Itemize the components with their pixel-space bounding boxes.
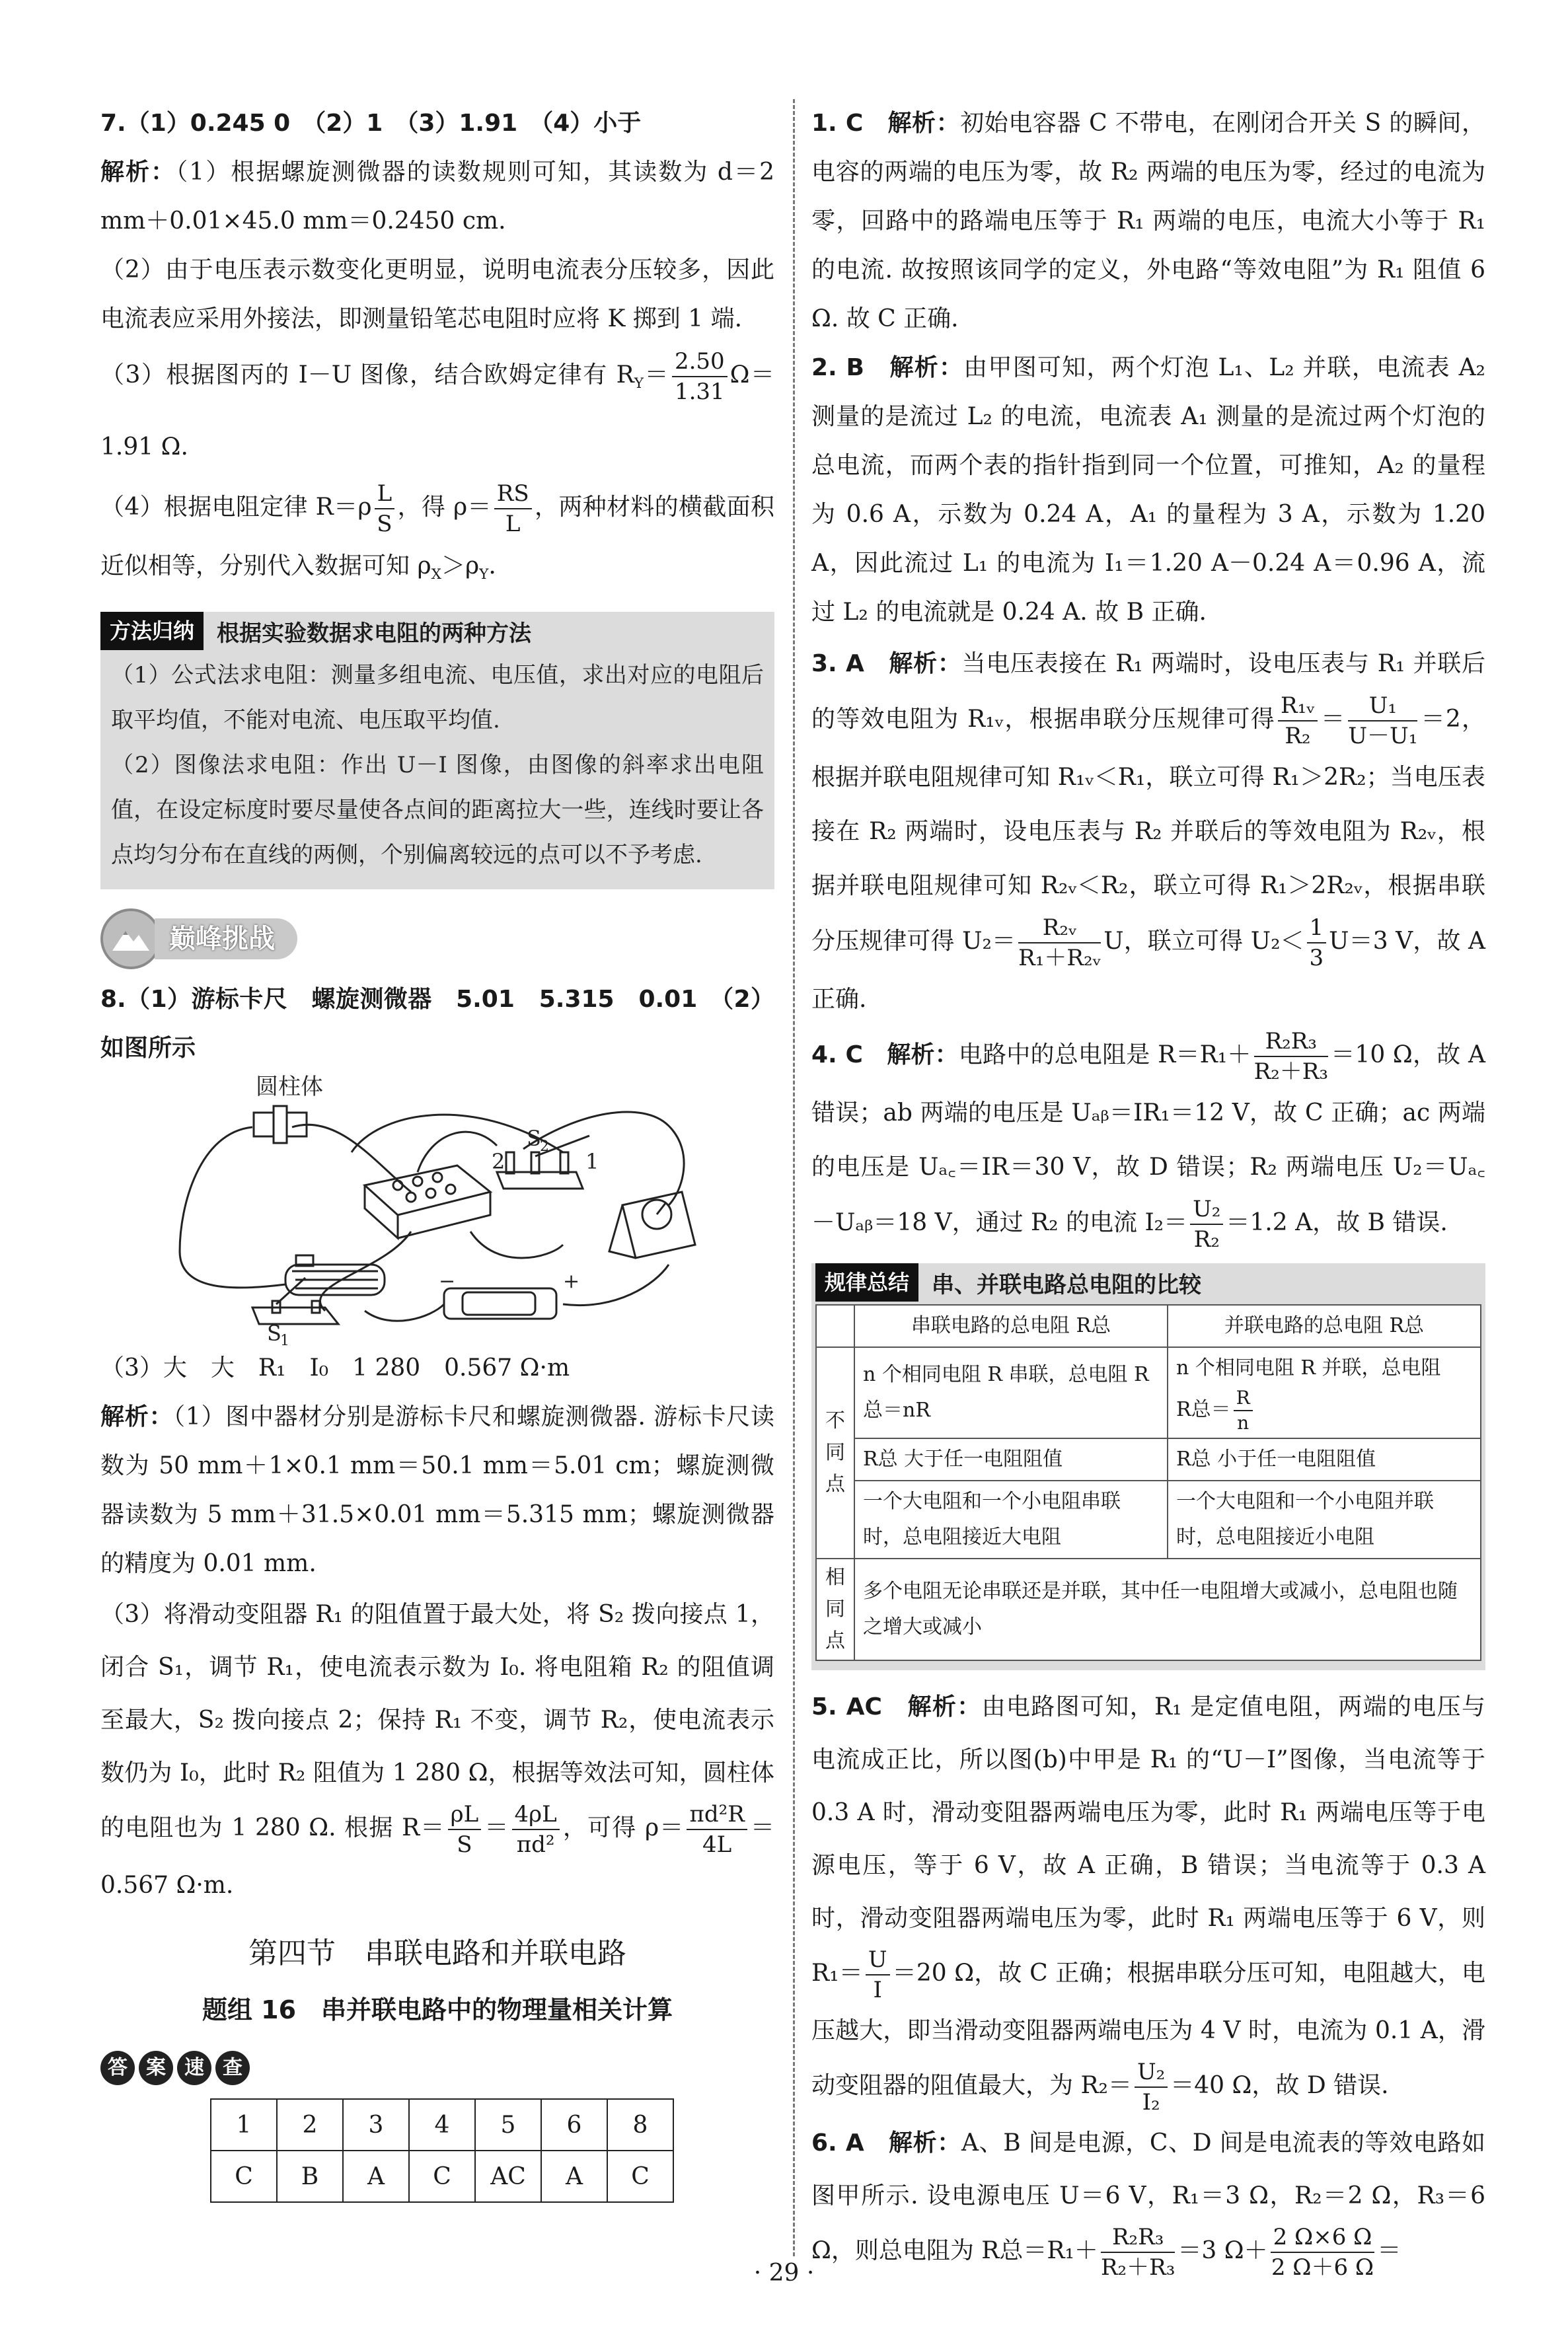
cell: R总 小于任一电阻阻值	[1168, 1438, 1481, 1481]
same-label: 相同点	[816, 1559, 854, 1660]
fraction: $\frac{1}{3}$	[1307, 913, 1327, 973]
comparison-table	[815, 1304, 1481, 1661]
cell: 一个大电阻和一个小电阻并联时，总电阻接近小电阻	[1168, 1481, 1481, 1559]
answer-row-values: C B A C AC A C	[211, 2151, 673, 2202]
group-title: 题组 16 串并联电路中的物理量相关计算	[202, 1995, 673, 2025]
svg-text:−: −	[439, 1270, 456, 1294]
circuit-diagram	[100, 1073, 774, 1350]
fraction: $\frac{4\rho L}{\text{πd²}}$	[512, 1800, 560, 1859]
q8-analysis-1: 解析：（1）图中器材分别是游标卡尺和螺旋测微器. 游标卡尺读数为 50 mm＋1×0.1 mm＝50.1 mm＝5.01 cm；螺旋测微器读数为 5 mm＋31.5×0.01 mm＝5.315 mm；螺旋测微器的精度为 0.01 mm.	[100, 1403, 774, 1578]
fraction: $\frac{\text{R₂R₃}}{\text{R₂＋R₃}}$	[1253, 1028, 1329, 1085]
q8-answer: 8.（1）游标卡尺 螺旋测微器 5.01 5.315 0.01 （2）如图所示	[100, 986, 774, 1062]
page-number: · 29 ·	[753, 2260, 815, 2287]
q7-analysis-2: （2）由于电压表示数变化更明显，说明电流表分压较多，因此电流表应采用外接法，即测量铅笔芯电阻时应将 K 掷到 1 端.	[100, 256, 774, 332]
quick-answer-badge	[100, 2051, 774, 2085]
fraction: $\frac{RS}{L}$	[494, 479, 532, 538]
method-item-2: （2）图像法求电阻：作出 U－I 图像，由图像的斜率求出电阻值，在设定标度时要尽量使各点间的距离拉大一些，连线时要让各点均匀分布在直线的两侧，个别偏离较远的点可以不予考虑.	[111, 752, 764, 869]
column-divider	[793, 99, 795, 2256]
svg-text:2: 2	[492, 1149, 505, 1175]
answer-table	[210, 2098, 674, 2203]
rule-summary-box	[811, 1263, 1485, 1670]
q7-analysis-1: 解析：（1）根据螺旋测微器的读数规则可知，其读数为 d＝2 mm＋0.01×45.0 mm＝0.2450 cm.	[100, 159, 774, 235]
r-q1: 1. C 解析：初始电容器 C 不带电，在刚闭合开关 S 的瞬间，电容的两端的电压为零，故 R₂ 两端的电压为零，经过的电流为零，回路中的路端电压等于 R₁ 两端的电压，电流大小等于 R₁ 的电流. 故按照该同学的定义，外电路“等效电阻”为 R₁ 阻值 6 Ω. 故 C 正确.	[811, 110, 1485, 332]
section-title: 第四节 串联电路和并联电路	[248, 1937, 626, 1971]
svg-text:S: S	[527, 1126, 541, 1152]
challenge-title: 巅峰挑战	[155, 918, 297, 959]
mountain-icon	[100, 908, 161, 969]
svg-text:圆柱体: 圆柱体	[256, 1074, 323, 1101]
table-row	[816, 1481, 1481, 1559]
badge-char: 答	[100, 2051, 135, 2085]
method-item-1: （1）公式法求电阻：测量多组电流、电压值，求出对应的电阻后取平均值，不能对电流、电压取平均值.	[111, 662, 764, 734]
r-q4: 4. C 解析：电路中的总电阻是 R＝R₁＋ $\frac{\text{R₂R₃}}{\text{R₂＋R₃}}$ ＝10 Ω，故 A 错误；ab 两端的电压是 Uₐᵦ＝IR₁＝12 V，故 C 正确；ac 两端的电压是 Uₐ꜀＝IR＝30 V，故 D 错误；R₂ 两端电压 U₂＝Uₐ꜀－Uₐᵦ＝18 V，通过 R₂ 的电流 I₂＝ $\frac{\text{U₂}}{\text{R₂}}$ ＝1.2 A，故 B 错误.	[811, 1028, 1485, 1253]
rule-title: 串、并联电路总电阻的比较	[932, 1271, 1202, 1298]
fraction: $\frac{\text{U₂}}{\text{I₂}}$	[1135, 2057, 1168, 2117]
left-column	[100, 99, 774, 2203]
method-summary-box	[100, 612, 774, 889]
cell: n 个相同电阻 R 串联，总电阻 R总＝nR	[854, 1347, 1168, 1438]
fraction: $\frac{\text{R₂ᵥ}}{\text{R₁＋R₂ᵥ}}$	[1018, 914, 1101, 971]
method-title: 根据实验数据求电阻的两种方法	[217, 620, 532, 647]
table-row	[816, 1347, 1481, 1438]
method-tag: 方法归纳	[100, 612, 204, 650]
q8-answer-3: （3）大 大 R₁ I₀ 1 280 0.567 Ω·m	[100, 1354, 570, 1382]
right-column	[811, 99, 1485, 2282]
badge-char: 查	[215, 2051, 250, 2085]
fraction: $\frac{\text{πd²R}}{4L}$	[687, 1800, 747, 1859]
fraction: $\frac{2 \Omega\times 6 \Omega}{2 \Omega+6 \Omega}$	[1271, 2224, 1374, 2281]
r-q5: 5. AC 解析：由电路图可知，R₁ 是定值电阻，两端的电压与电流成正比，所以图(b)中甲是 R₁ 的“U－I”图像，当电流等于 0.3 A 时，滑动变阻器两端电压为零，此时 R₁ 两端电压等于电源电压，等于 6 V，故 A 正确，B 错误；当电流等于 0.3 A 时，滑动变阻器两端电压为零，此时 R₁ 两端电压等于 6 V，则 R₁＝ $\frac{U}{I}$ ＝20 Ω，故 C 正确；根据串联分压可知，电阻越大，电压越大，即当滑动变阻器两端电压为 4 V 时，电流为 0.1 A，滑动变阻器的阻值最大，为 R₂＝ $\frac{\text{U₂}}{\text{I₂}}$ ＝40 Ω，故 D 错误.	[811, 1693, 1485, 2116]
fraction: $\frac{R}{n}$	[1234, 1386, 1253, 1435]
header-series: 串联电路的总电阻 R总	[854, 1305, 1168, 1347]
r-q2: 2. B 解析：由甲图可知，两个灯泡 L₁、L₂ 并联，电流表 A₂ 测量的是流过 L₂ 的电流，电流表 A₁ 测量的是流过两个灯泡的总电流，而两个表的指针指到同一个位置，可推知，A₂ 的量程为 0.6 A，示数为 0.24 A，A₁ 的量程为 3 A，示数为 1.20 A，因此流过 L₁ 的电流为 I₁＝1.20 A－0.24 A＝0.96 A，流过 L₂ 的电流就是 0.24 A. 故 B 正确.	[811, 354, 1485, 626]
table-row	[816, 1438, 1481, 1481]
fraction: $\frac{U}{I}$	[866, 1945, 890, 2005]
r-q6: 6. A 解析：A、B 间是电源，C、D 间是电流表的等效电路如图甲所示. 设电源电压 U＝6 V，R₁＝3 Ω，R₂＝2 Ω，R₃＝6 Ω，则总电阻为 R总＝R₁＋ $\frac{\text{R₂R₃}}{\text{R₂＋R₃}}$ ＝3 Ω＋ $\frac{2 \Omega\times 6 \Omega}{2 \Omega+6 \Omega}$ ＝	[811, 2129, 1485, 2281]
svg-text:+: +	[563, 1270, 580, 1294]
badge-char: 案	[139, 2051, 173, 2085]
cell: R总 大于任一电阻阻值	[854, 1438, 1168, 1481]
q7-analysis-3: （3）根据图丙的 I－U 图像，结合欧姆定律有 $R_Y=$ $\frac{2.50}{1.31}$ Ω＝1.91 Ω.	[100, 348, 774, 461]
rule-tag: 规律总结	[815, 1263, 918, 1302]
badge-char: 速	[177, 2051, 211, 2085]
q8-analysis-3: （3）将滑动变阻器 R₁ 的阻值置于最大处，将 S₂ 拨向接点 1，闭合 S₁，调节 R₁，使电流表示数为 I₀. 将电阻箱 R₂ 的阻值调至最大，S₂ 拨向接点 2；保持 R₁ 不变，调节 R₂，使电流表示数仍为 I₀，此时 R₂ 阻值为 1 280 Ω，根据等效法可知，圆柱体的电阻也为 1 280 Ω. 根据 R＝ $\frac{\rho L}{S}$ ＝ $\frac{4\rho L}{\text{πd²}}$ ，可得 ρ＝ $\frac{\text{πd²R}}{4L}$ ＝0.567 Ω·m.	[100, 1601, 774, 1900]
fraction: $\frac{L}{S}$	[375, 479, 395, 538]
circuit-drawing	[100, 1073, 774, 1350]
table-header-row	[816, 1305, 1481, 1347]
svg-text:1: 1	[585, 1149, 599, 1175]
header-parallel: 并联电路的总电阻 R总	[1168, 1305, 1481, 1347]
cell: 多个电阻无论串联还是并联，其中任一电阻增大或减小，总电阻也随之增大或减小	[854, 1559, 1481, 1660]
diff-label: 不同点	[816, 1347, 854, 1559]
svg-text:1: 1	[280, 1333, 289, 1350]
svg-text:2: 2	[540, 1138, 549, 1156]
q7-answer: 7.（1）0.245 0 （2）1 （3）1.91 （4）小于	[100, 110, 642, 137]
table-row	[816, 1559, 1481, 1660]
svg-text:S: S	[267, 1321, 281, 1347]
fraction: $\frac{\text{U₂}}{\text{R₂}}$	[1190, 1195, 1223, 1254]
fraction: $\frac{\text{R₂R₃}}{\text{R₂＋R₃}}$	[1100, 2224, 1176, 2281]
fraction: $\frac{2.50}{1.31}$	[672, 347, 728, 406]
challenge-banner	[100, 909, 774, 969]
r-q3: 3. A 解析：当电压表接在 R₁ 两端时，设电压表与 R₁ 并联后的等效电阻为 R₁ᵥ，根据串联分压规律可得 $\frac{\text{R₁ᵥ}}{\text{R₂}}$ ＝ $\frac{\text{U₁}}{\text{U－U₁}}$ ＝2，根据并联电阻规律可知 R₁ᵥ＜R₁，联立可得 R₁＞2R₂；当电压表接在 R₂ 两端时，设电压表与 R₂ 并联后的等效电阻为 R₂ᵥ，根据并联电阻规律可知 R₂ᵥ＜R₂，联立可得 R₁＞2R₂ᵥ，根据串联分压规律可得 U₂＝ $\frac{\text{R₂ᵥ}}{\text{R₁＋R₂ᵥ}}$ U，联立可得 U₂＜ $\frac{1}{3}$ U＝3 V，故 A 正确.	[811, 650, 1485, 1013]
answer-row-numbers: 1 2 3 4 5 6 8	[211, 2099, 673, 2151]
cell: 一个大电阻和一个小电阻串联时，总电阻接近大电阻	[854, 1481, 1168, 1559]
q7-analysis-4: （4）根据电阻定律 R＝ρ $\frac{L}{S}$ ，得 ρ＝ $\frac{RS}{L}$ ，两种材料的横截面积近似相等，分别代入数据可知 $\rho_X>\rho_Y$.	[100, 480, 774, 583]
fraction: $\frac{\rho L}{S}$	[448, 1800, 482, 1859]
fraction: $\frac{\text{U₁}}{\text{U－U₁}}$	[1348, 692, 1418, 749]
cell: n 个相同电阻 R 并联，总电阻 R总＝ $\frac{R}{n}$	[1168, 1347, 1481, 1438]
fraction: $\frac{\text{R₁ᵥ}}{\text{R₂}}$	[1278, 691, 1318, 751]
